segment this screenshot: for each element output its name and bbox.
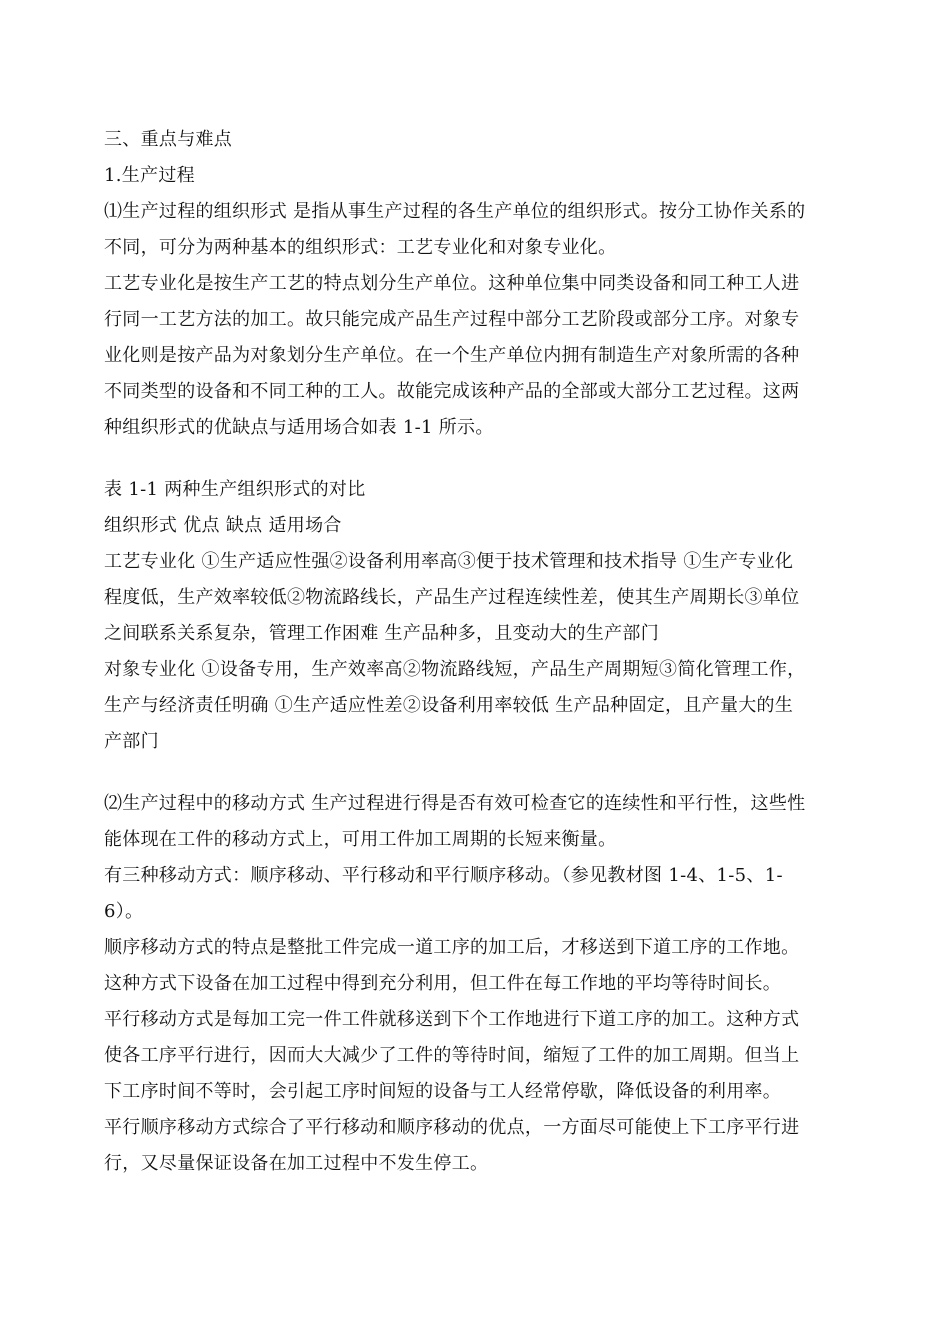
text-line: 顺序移动方式的特点是整批工件完成一道工序的加工后，才移送到下道工序的工作地。: [104, 937, 800, 958]
table-row: 产部门: [104, 731, 159, 752]
text-line: 行，又尽量保证设备在加工过程中不发生停工。: [104, 1153, 489, 1174]
text-line: 有三种移动方式：顺序移动、平行移动和平行顺序移动。（参见教材图 1-4、1-5、1-: [104, 865, 783, 886]
table-row: 程度低，生产效率较低②物流路线长，产品生产过程连续性差，使其生产周期长③单位: [104, 587, 800, 608]
table-row: 生产与经济责任明确 ①生产适应性差②设备利用率较低 生产品种固定，且产量大的生: [104, 695, 794, 716]
table-row: 工艺专业化 ①生产适应性强②设备利用率高③便于技术管理和技术指导 ①生产专业化: [104, 551, 794, 572]
paragraph-gap: [104, 446, 850, 472]
text-line: 行同一工艺方法的加工。故只能完成产品生产过程中部分工艺阶段或部分工序。对象专: [104, 309, 800, 330]
document-body: [104, 122, 850, 1182]
subheading: 1.生产过程: [104, 165, 195, 186]
paragraph-gap: [104, 760, 850, 786]
table-row: 对象专业化 ①设备专用，生产效率高②物流路线短，产品生产周期短③简化管理工作，: [104, 659, 806, 680]
text-line: ⑴生产过程的组织形式 是指从事生产过程的各生产单位的组织形式。按分工协作关系的: [104, 201, 806, 222]
text-line: 平行顺序移动方式综合了平行移动和顺序移动的优点，一方面尽可能使上下工序平行进: [104, 1117, 800, 1138]
text-line: 不同，可分为两种基本的组织形式：工艺专业化和对象专业化。: [104, 237, 617, 258]
text-line: 6）。: [104, 901, 144, 922]
text-line: 这种方式下设备在加工过程中得到充分利用，但工件在每工作地的平均等待时间长。: [104, 973, 782, 994]
paragraph-movement-methods: [104, 786, 850, 1182]
table-caption: 表 1-1 两种生产组织形式的对比: [104, 479, 366, 500]
text-line: 平行移动方式是每加工完一件工件就移送到下个工作地进行下道工序的加工。这种方式: [104, 1009, 800, 1030]
section-heading: 三、重点与难点: [104, 129, 233, 150]
text-line: 下工序时间不等时，会引起工序时间短的设备与工人经常停歇，降低设备的利用率。: [104, 1081, 782, 1102]
paragraph-organization-forms: [104, 194, 850, 446]
text-line: ⑵生产过程中的移动方式 生产过程进行得是否有效可检查它的连续性和平行性，这些性: [104, 793, 806, 814]
table-comparison: [104, 472, 850, 760]
text-line: 工艺专业化是按生产工艺的特点划分生产单位。这种单位集中同类设备和同工种工人进: [104, 273, 800, 294]
text-line: 使各工序平行进行，因而大大减少了工件的等待时间，缩短了工件的加工周期。但当上: [104, 1045, 800, 1066]
table-row: 之间联系关系复杂，管理工作困难 生产品种多，且变动大的生产部门: [104, 623, 660, 644]
text-line: 能体现在工件的移动方式上，可用工件加工周期的长短来衡量。: [104, 829, 617, 850]
text-line: 不同类型的设备和不同工种的工人。故能完成该种产品的全部或大部分工艺过程。这两: [104, 381, 800, 402]
text-line: 业化则是按产品为对象划分生产单位。在一个生产单位内拥有制造生产对象所需的各种: [104, 345, 800, 366]
text-line: 种组织形式的优缺点与适用场合如表 1-1 所示。: [104, 417, 494, 438]
table-header-row: 组织形式 优点 缺点 适用场合: [104, 515, 342, 536]
